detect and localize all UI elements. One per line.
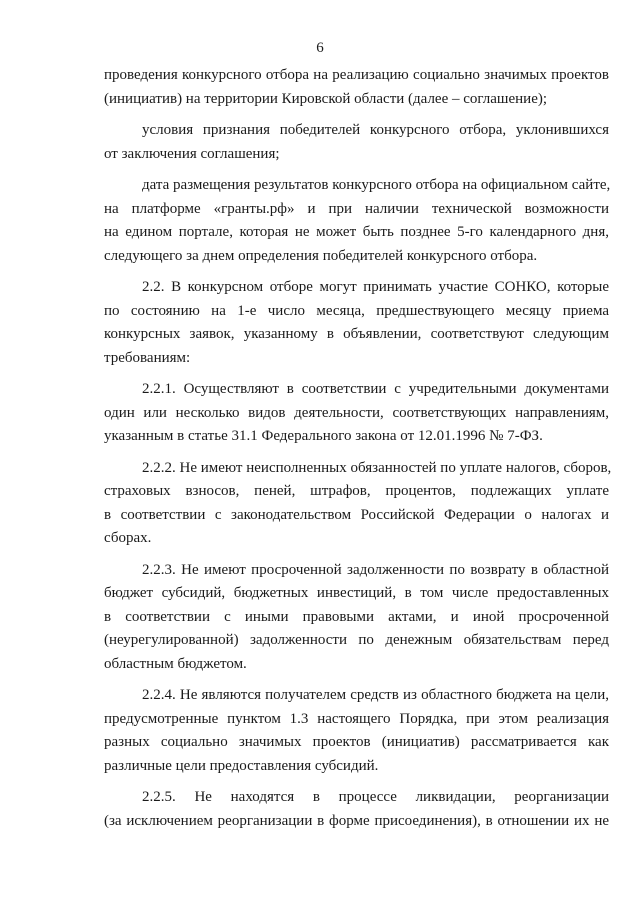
paragraph-line: дата размещения результатов конкурсного отбора на официальном сайте, <box>142 177 611 193</box>
paragraph-line: страховых взносов, пеней, штрафов, процентов, подлежащих уплате <box>104 483 609 499</box>
paragraph <box>104 559 609 677</box>
paragraph <box>104 378 609 449</box>
paragraph <box>104 174 609 268</box>
paragraph-line: от заключения соглашения; <box>104 145 280 162</box>
paragraph-line: сборах. <box>104 530 152 546</box>
paragraph <box>104 64 609 111</box>
paragraph-line: областным бюджетом. <box>104 655 247 672</box>
paragraph-line: предусмотренные пунктом 1.3 настоящего Порядка, при этом реализация <box>104 710 609 727</box>
paragraph-line: требованиям: <box>104 349 191 366</box>
paragraph-line: конкурсных заявок, указанному в объявлении, соответствуют следующим <box>104 326 609 342</box>
paragraph <box>104 119 609 166</box>
paragraph <box>104 276 609 370</box>
paragraph-line: проведения конкурсного отбора на реализацию социально значимых проектов <box>104 67 609 83</box>
paragraph-line: различные цели предоставления субсидий. <box>104 757 379 774</box>
paragraph-line: разных социально значимых проектов (инициатив) рассматривается как <box>104 734 609 750</box>
paragraph-line: (неурегулированной) задолженности по денежным обязательствам перед <box>104 632 609 648</box>
paragraph-line: один или несколько видов деятельности, соответствующих направлениям, <box>104 404 609 421</box>
paragraph-line: по состоянию на 1-е число месяца, предшествующего месяцу приема <box>104 302 609 319</box>
paragraph-line: в соответствии с законодательством Российской Федерации о налогах и <box>104 506 609 523</box>
paragraph-line: 2.2.1. Осуществляют в соответствии с учредительными документами <box>142 381 609 397</box>
paragraph-line: 2.2. В конкурсном отборе могут принимать участие СОНКО, которые <box>142 279 609 295</box>
paragraph-line: 2.2.5. Не находятся в процессе ликвидации, реорганизации <box>142 789 609 805</box>
paragraph-line: на платформе «гранты.рф» и при наличии технической возможности <box>104 200 609 217</box>
page-number: 6 <box>316 40 324 56</box>
paragraph-line: 2.2.4. Не являются получателем средств из областного бюджета на цели, <box>142 687 609 703</box>
paragraph <box>104 457 612 551</box>
paragraph-line: следующего за днем определения победителей конкурсного отбора. <box>104 247 538 264</box>
paragraph-line: 2.2.2. Не имеют неисполненных обязанностей по уплате налогов, сборов, <box>142 459 612 476</box>
paragraph-line: в соответствии с иными правовыми актами, и иной просроченной <box>104 608 609 625</box>
paragraph-line: (за исключением реорганизации в форме присоединения), в отношении их не <box>104 812 609 829</box>
paragraph-line: 2.2.3. Не имеют просроченной задолженности по возврату в областной <box>142 561 609 578</box>
paragraph-line: указанным в статье 31.1 Федерального закона от 12.01.1996 № 7-ФЗ. <box>104 428 543 444</box>
paragraph <box>104 786 609 833</box>
document-body <box>104 64 612 841</box>
paragraph-line: (инициатив) на территории Кировской области (далее – соглашение); <box>104 90 548 107</box>
paragraph <box>104 684 609 778</box>
paragraph-line: бюджет субсидий, бюджетных инвестиций, в том числе предоставленных <box>104 585 609 601</box>
paragraph-line: на едином портале, которая не может быть позднее 5-го календарного дня, <box>104 224 609 240</box>
paragraph-line: условия признания победителей конкурсного отбора, уклонившихся <box>142 122 609 138</box>
